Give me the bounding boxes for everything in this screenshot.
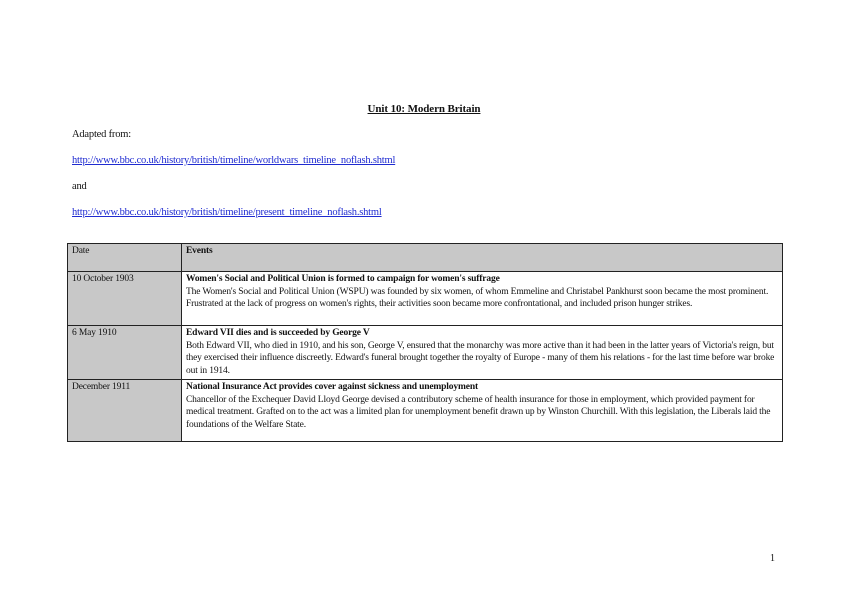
event-description: Both Edward VII, who died in 1910, and his son, George V, ensured that the monarchy was more active than it had been in the latter years of Victoria's reign, but they exercised their influence discreetly. Edward's funeral brought together the royalty of Europe - many of them his relations - for the last time before war broke out in 1914. bbox=[186, 340, 775, 376]
event-date: 6 May 1910 bbox=[68, 326, 182, 380]
table-row bbox=[68, 326, 783, 380]
event-title: National Insurance Act provides cover against sickness and unemployment bbox=[186, 382, 478, 392]
event-cell bbox=[182, 272, 783, 326]
table-row bbox=[68, 380, 783, 442]
page-number: 1 bbox=[770, 553, 775, 564]
timeline-table bbox=[67, 243, 783, 442]
present-timeline-link[interactable]: http://www.bbc.co.uk/history/british/timeline/present_timeline_noflash.shtml bbox=[72, 207, 382, 218]
worldwars-timeline-link[interactable]: http://www.bbc.co.uk/history/british/timeline/worldwars_timeline_noflash.shtml bbox=[72, 155, 396, 166]
event-date: December 1911 bbox=[68, 380, 182, 442]
event-description: The Women's Social and Political Union (WSPU) was founded by six women, of whom Emmeline and Christabel Pankhurst soon became the most prominent. Frustrated at the lack of progress on women's rights, their activities soon became more confrontational, and included prison hunger strikes. bbox=[186, 286, 769, 309]
adapted-from-text: Adapted from: bbox=[72, 129, 131, 140]
event-title: Edward VII dies and is succeeded by George V bbox=[186, 328, 370, 338]
and-text: and bbox=[72, 181, 87, 192]
event-cell bbox=[182, 380, 783, 442]
document-title: Unit 10: Modern Britain bbox=[367, 103, 481, 115]
event-title: Women's Social and Political Union is formed to campaign for women's suffrage bbox=[186, 274, 500, 284]
event-cell bbox=[182, 326, 783, 380]
event-description: Chancellor of the Exchequer David Lloyd George devised a contributory scheme of health insurance for those in employment, which provided payment for medical treatment. Grafted on to the act was a limited plan for unemployment benefit drawn up by Winston Churchill. With this legislation, the Liberals laid the foundations of the Welfare State. bbox=[186, 394, 771, 430]
table-row bbox=[68, 272, 783, 326]
table-header-row bbox=[68, 244, 783, 272]
events-column-header: Events bbox=[182, 244, 783, 272]
event-date: 10 October 1903 bbox=[68, 272, 182, 326]
date-column-header: Date bbox=[68, 244, 182, 272]
